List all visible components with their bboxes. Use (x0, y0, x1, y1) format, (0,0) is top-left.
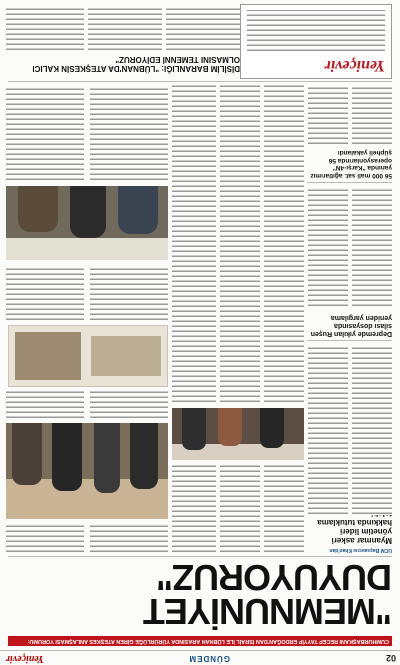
body-text (308, 85, 348, 145)
section-label: GÜNDEM (188, 654, 230, 663)
body-text (6, 85, 84, 181)
page-header (0, 650, 400, 665)
masthead-box (240, 4, 392, 79)
body-text (172, 463, 216, 553)
masthead-box-logo: Yeniçevir (324, 57, 385, 74)
body-text (352, 345, 392, 515)
myanmar-headline: Myanmar askeri yönetim lideri hakkında tutuklama (317, 518, 392, 545)
meeting-photo (6, 186, 168, 260)
body-text (308, 187, 348, 307)
body-text (90, 85, 168, 181)
page-number: 02 (385, 653, 396, 663)
body-text (88, 5, 162, 51)
divider (307, 182, 392, 183)
body-text (6, 265, 84, 321)
body-text (352, 187, 392, 307)
divider (8, 556, 392, 557)
lebanon-headline-text: DİSİLİM BARANLIĞI: "LÜBNAN'DA ATEŞKESİN KALICI OLMASINI TEMENNİ EDİYORUZ" (32, 55, 240, 73)
body-text (166, 5, 240, 51)
document-photo (8, 325, 168, 387)
news-photo (172, 408, 304, 460)
divider (8, 81, 392, 82)
lebanon-headline (6, 55, 240, 73)
body-text (352, 85, 392, 145)
body-text (6, 5, 84, 51)
body-text (90, 391, 168, 419)
body-text (90, 265, 168, 321)
lead-headline: "MEMNUNİYET DUYUYORUZ" (143, 557, 392, 632)
body-text (264, 463, 304, 553)
body-text (264, 85, 304, 403)
body-text (6, 523, 84, 553)
main-photo (6, 423, 168, 519)
divider (307, 340, 392, 341)
lead-story (0, 557, 400, 650)
body-text (90, 523, 168, 553)
body-text (6, 391, 84, 419)
defence-headline: 56 000 mali sat. ağıtlarımız yanında "Karşı-4N" operasyonlarında 56 şüpheli yakalandı (310, 149, 392, 179)
body-text (172, 85, 216, 403)
lead-kicker: CUMHURBAŞKANI RECEP TAYYİP ERDOĞAN'DAN İSRAİL İLE LÜBNAN ARASINDA YÜRÜRLÜĞE GİREN ATEŞKES ANLAŞMASI YORUMU: (8, 636, 392, 646)
myanmar-kicker: UCM Başsavcısı Khan'dan (329, 547, 392, 553)
body-text (308, 345, 348, 515)
turkiye-headline: Depremde yıkılan Ruşen silası dosyasında yeniden yargılama (310, 314, 392, 337)
masthead-box-details (247, 10, 385, 52)
body-text (220, 85, 260, 403)
body-text (220, 463, 260, 553)
masthead-logo: Yeniçevir (6, 653, 44, 664)
